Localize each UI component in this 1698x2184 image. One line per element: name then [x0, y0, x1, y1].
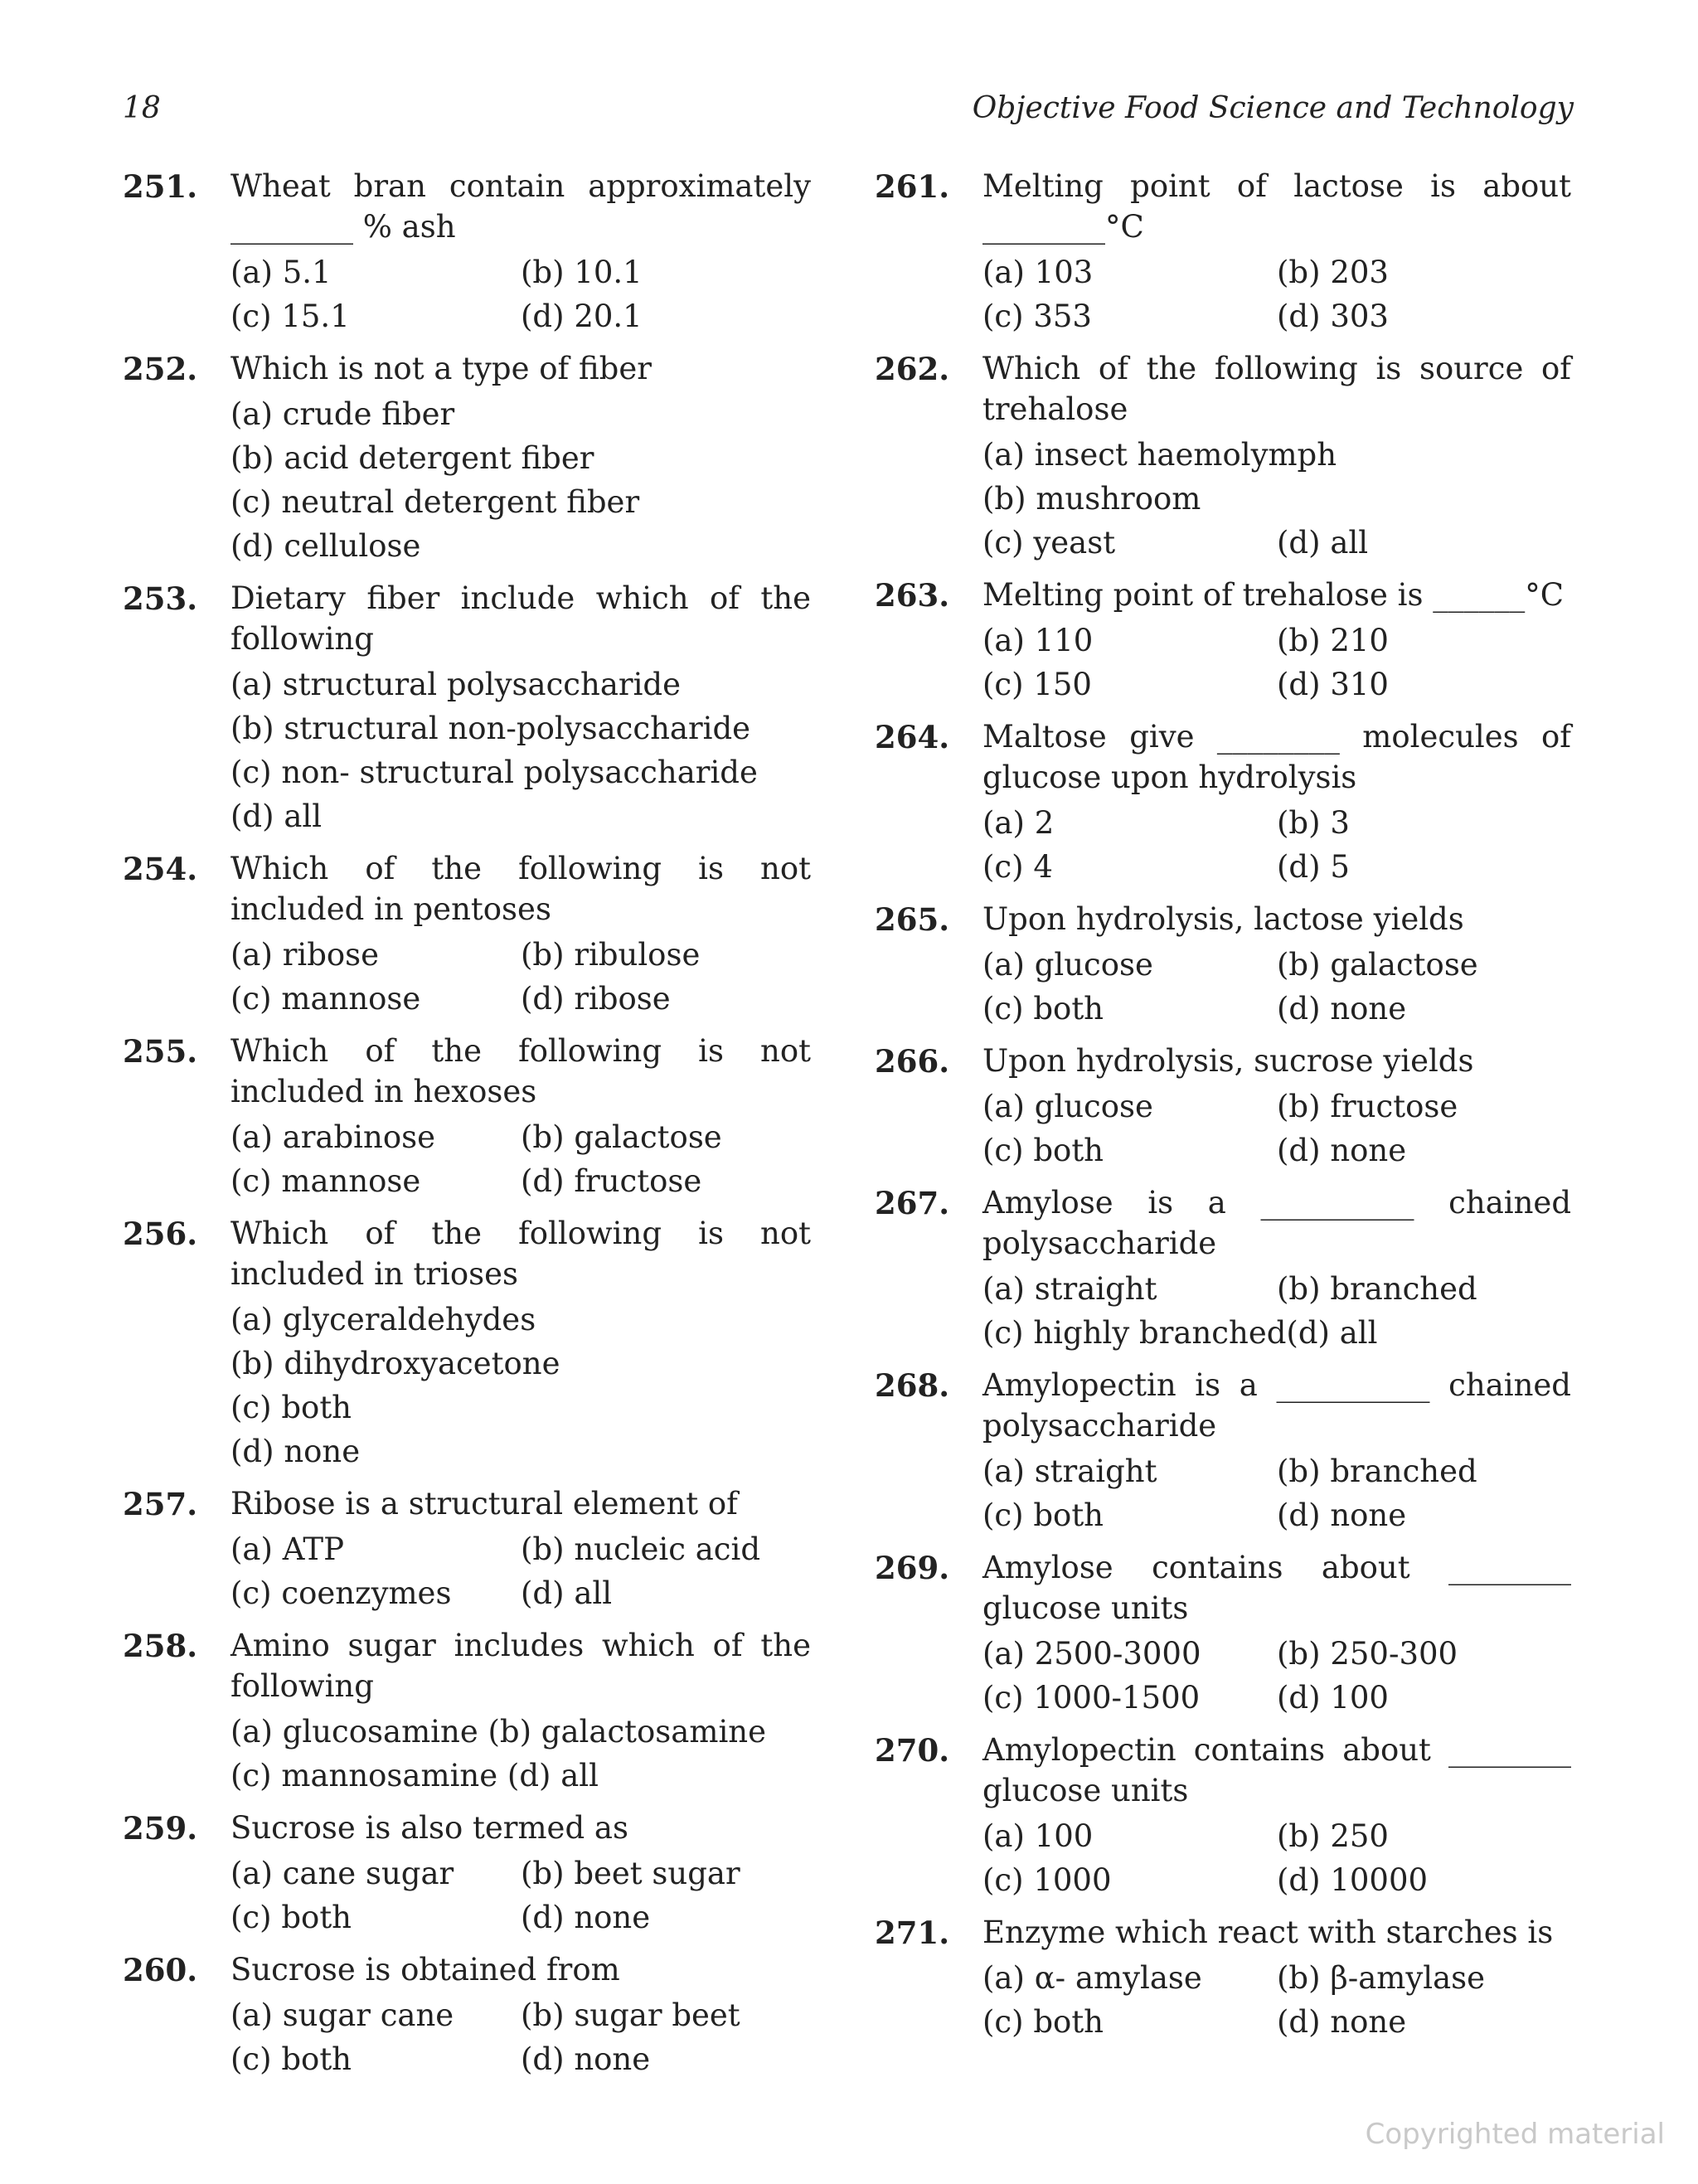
answer-option: (b) acid detergent fiber: [230, 440, 594, 476]
option-row: [982, 845, 1571, 889]
answer-option: (b) branched: [1277, 1454, 1477, 1489]
answer-option: (c) 150: [982, 667, 1092, 702]
options-list: [982, 1956, 1571, 2044]
question-text: Amylopectin contains about ________ glucose units: [982, 1732, 1571, 1808]
answer-option: (d) none: [1277, 1133, 1407, 1168]
answer-option: (a) cane sugar: [230, 1856, 454, 1891]
page-number: 18: [123, 91, 161, 125]
option-row: [982, 1632, 1571, 1676]
question-item: [875, 899, 1571, 1031]
question-item: [875, 1912, 1571, 2044]
question-text: Wheat bran contain approximately ________ % ash: [230, 168, 811, 245]
answer-option: (a) crude fiber: [230, 396, 455, 432]
question-text: Enzyme which react with starches is: [982, 1915, 1554, 1950]
option-row: [230, 250, 811, 294]
answer-option: (c) yeast: [982, 525, 1116, 561]
answer-option: (b) 250: [1277, 1818, 1389, 1854]
question-item: [875, 716, 1571, 889]
option-row: [982, 1311, 1571, 1355]
options-list: [982, 433, 1571, 565]
answer-option: (c) both: [230, 1900, 352, 1935]
options-list: [230, 1710, 811, 1798]
option-row: [230, 1527, 811, 1571]
question-number: 251.: [123, 168, 198, 205]
question-item: [123, 1213, 811, 1473]
question-number: 258.: [123, 1628, 198, 1664]
question-item: [875, 1041, 1571, 1172]
question-item: [123, 578, 811, 838]
option-row: [982, 1858, 1571, 1902]
option-row: [230, 1386, 811, 1429]
question-text: Amylose contains about ________ glucose units: [982, 1550, 1571, 1626]
answer-option: (a) straight: [982, 1454, 1157, 1489]
question-number: 266.: [875, 1043, 950, 1080]
answer-option: (a) glucosamine (b) galactosamine: [230, 1714, 767, 1750]
question-text: Which of the following is not included in hexoses: [230, 1033, 811, 1109]
options-list: [982, 943, 1571, 1031]
question-item: [123, 1031, 811, 1203]
question-item: [875, 575, 1571, 706]
answer-option: (b) 210: [1277, 623, 1389, 658]
options-list: [230, 1993, 811, 2081]
answer-option: (c) both: [982, 1133, 1104, 1168]
question-number: 252.: [123, 351, 198, 387]
answer-option: (d) all: [1277, 525, 1369, 561]
question-text: Dietary fiber include which of the following: [230, 580, 811, 657]
question-text: Which is not a type of fiber: [230, 351, 652, 386]
answer-option: (a) α- amylase: [982, 1960, 1202, 1996]
option-row: [982, 619, 1571, 662]
answer-option: (a) straight: [982, 1271, 1157, 1307]
answer-option: (d) ribose: [521, 981, 671, 1017]
option-row: [230, 1895, 811, 1939]
option-row: [982, 1449, 1571, 1493]
answer-option: (d) 310: [1277, 667, 1389, 702]
option-row: [230, 1429, 811, 1473]
answer-option: (b) structural non-polysaccharide: [230, 711, 751, 746]
question-text: Melting point of lactose is about ________°C: [982, 168, 1571, 245]
answer-option: (b) 203: [1277, 255, 1389, 290]
option-row: [230, 933, 811, 977]
watermark: Copyrighted material: [1365, 2118, 1665, 2151]
options-list: [982, 1449, 1571, 1537]
option-row: [982, 250, 1571, 294]
answer-option: (c) 15.1: [230, 298, 350, 334]
answer-option: (a) glucose: [982, 1089, 1153, 1124]
answer-option: (a) ribose: [230, 937, 380, 973]
answer-option: (a) structural polysaccharide: [230, 667, 682, 702]
answer-option: (b) β-amylase: [1277, 1960, 1486, 1996]
answer-option: (b) nucleic acid: [521, 1531, 761, 1567]
option-row: [982, 521, 1571, 565]
question-text: Upon hydrolysis, lactose yields: [982, 901, 1464, 937]
answer-option: (c) both: [230, 2041, 352, 2077]
answer-option: (d) 10000: [1277, 1862, 1429, 1898]
options-list: [230, 1527, 811, 1615]
answer-option: (b) galactose: [521, 1119, 722, 1155]
option-row: [982, 1128, 1571, 1172]
answer-option: (c) 4: [982, 849, 1053, 885]
options-list: [230, 933, 811, 1021]
answer-option: (a) insect haemolymph: [982, 437, 1337, 473]
answer-option: (c) mannose: [230, 1163, 421, 1199]
option-row: [230, 294, 811, 338]
options-list: [982, 801, 1571, 889]
answer-option: (d) all: [521, 1575, 613, 1611]
option-row: [230, 392, 811, 436]
question-number: 259.: [123, 1810, 198, 1847]
option-row: [230, 2037, 811, 2081]
question-text: Upon hydrolysis, sucrose yields: [982, 1043, 1474, 1079]
answer-option: (c) both: [982, 2004, 1104, 2040]
options-list: [982, 619, 1571, 706]
option-row: [230, 977, 811, 1021]
answer-option: (a) 2: [982, 805, 1055, 841]
answer-option: (c) 1000: [982, 1862, 1112, 1898]
right-column: [875, 166, 1571, 2054]
book-title: Objective Food Science and Technology: [972, 91, 1574, 125]
question-number: 270.: [875, 1732, 950, 1769]
option-row: [230, 662, 811, 706]
question-item: [875, 348, 1571, 565]
page-header: [123, 91, 1574, 133]
option-row: [982, 1085, 1571, 1128]
question-number: 271.: [875, 1915, 950, 1951]
option-row: [230, 1710, 811, 1754]
answer-option: (b) branched: [1277, 1271, 1477, 1307]
question-number: 260.: [123, 1952, 198, 1988]
answer-option: (d) 20.1: [521, 298, 643, 334]
question-text: Amino sugar includes which of the following: [230, 1628, 811, 1704]
answer-option: (b) sugar beet: [521, 1997, 740, 2033]
answer-option: (c) both: [982, 991, 1104, 1026]
answer-option: (d) fructose: [521, 1163, 702, 1199]
option-row: [230, 1159, 811, 1203]
options-list: [230, 1298, 811, 1473]
options-list: [982, 250, 1571, 338]
option-row: [230, 436, 811, 480]
option-row: [230, 706, 811, 750]
question-text: Sucrose is also termed as: [230, 1810, 628, 1846]
answer-option: (d) 100: [1277, 1680, 1389, 1716]
question-item: [123, 1625, 811, 1798]
answer-option: (d) none: [230, 1434, 361, 1469]
answer-option: (c) 1000-1500: [982, 1680, 1201, 1716]
option-row: [982, 1493, 1571, 1537]
options-list: [230, 662, 811, 838]
answer-option: (d) none: [1277, 2004, 1407, 2040]
question-item: [123, 1808, 811, 1939]
option-row: [982, 1814, 1571, 1858]
answer-option: (b) 10.1: [521, 255, 643, 290]
answer-option: (d) none: [521, 1900, 651, 1935]
options-list: [982, 1632, 1571, 1720]
answer-option: (d) cellulose: [230, 528, 421, 564]
answer-option: (a) 100: [982, 1818, 1094, 1854]
question-item: [875, 1547, 1571, 1720]
answer-option: (a) arabinose: [230, 1119, 436, 1155]
option-row: [230, 1298, 811, 1342]
question-item: [875, 1182, 1571, 1355]
option-row: [982, 1267, 1571, 1311]
question-item: [123, 348, 811, 568]
option-row: [982, 801, 1571, 845]
question-number: 253.: [123, 580, 198, 617]
answer-option: (d) none: [1277, 991, 1407, 1026]
answer-option: (c) both: [230, 1390, 352, 1425]
option-row: [230, 1993, 811, 2037]
option-row: [982, 987, 1571, 1031]
option-row: [982, 477, 1571, 521]
question-text: Melting point of trehalose is ______°C: [982, 577, 1565, 613]
answer-option: (d) none: [521, 2041, 651, 2077]
option-row: [982, 433, 1571, 477]
question-item: [875, 1365, 1571, 1537]
answer-option: (c) mannose: [230, 981, 421, 1017]
answer-option: (b) ribulose: [521, 937, 701, 973]
answer-option: (b) galactose: [1277, 947, 1478, 983]
option-row: [982, 943, 1571, 987]
answer-option: (b) fructose: [1277, 1089, 1458, 1124]
answer-option: (b) 250-300: [1277, 1636, 1458, 1672]
question-item: [875, 1730, 1571, 1902]
answer-option: (c) 353: [982, 298, 1092, 334]
options-list: [230, 250, 811, 338]
answer-option: (a) 103: [982, 255, 1094, 290]
question-text: Sucrose is obtained from: [230, 1952, 620, 1987]
answer-option: (d) none: [1277, 1497, 1407, 1533]
answer-option: (a) 110: [982, 623, 1094, 658]
option-row: [230, 1754, 811, 1798]
answer-option: (d) 5: [1277, 849, 1350, 885]
option-row: [982, 662, 1571, 706]
option-row: [230, 794, 811, 838]
options-list: [982, 1814, 1571, 1902]
question-text: Maltose give ________ molecules of glucose upon hydrolysis: [982, 719, 1571, 795]
question-number: 262.: [875, 351, 950, 387]
question-text: Ribose is a structural element of: [230, 1486, 738, 1522]
options-list: [230, 1852, 811, 1939]
option-row: [982, 1956, 1571, 2000]
option-row: [982, 2000, 1571, 2044]
left-column: [123, 166, 811, 2091]
answer-option: (b) mushroom: [982, 481, 1201, 517]
option-row: [230, 1115, 811, 1159]
question-text: Amylopectin is a __________ chained polysaccharide: [982, 1367, 1571, 1444]
question-number: 264.: [875, 719, 950, 755]
answer-option: (c) neutral detergent fiber: [230, 484, 640, 520]
answer-option: (a) ATP: [230, 1531, 344, 1567]
option-row: [230, 750, 811, 794]
question-text: Amylose is a __________ chained polysaccharide: [982, 1185, 1571, 1261]
answer-option: (d) all: [230, 798, 323, 834]
question-text: Which of the following is not included in pentoses: [230, 851, 811, 927]
question-number: 254.: [123, 851, 198, 887]
question-number: 268.: [875, 1367, 950, 1404]
option-row: [230, 480, 811, 524]
question-number: 257.: [123, 1486, 198, 1522]
question-number: 265.: [875, 901, 950, 938]
answer-option: (c) both: [982, 1497, 1104, 1533]
options-list: [230, 392, 811, 568]
options-list: [230, 1115, 811, 1203]
option-row: [982, 1676, 1571, 1720]
answer-option: (c) coenzymes: [230, 1575, 452, 1611]
answer-option: (c) highly branched(d) all: [982, 1315, 1378, 1351]
answer-option: (a) glucose: [982, 947, 1153, 983]
options-list: [982, 1085, 1571, 1172]
option-row: [230, 524, 811, 568]
answer-option: (d) 303: [1277, 298, 1389, 334]
answer-option: (c) non- structural polysaccharide: [230, 755, 758, 790]
question-number: 256.: [123, 1216, 198, 1252]
answer-option: (a) 5.1: [230, 255, 332, 290]
question-text: Which of the following is not included in trioses: [230, 1216, 811, 1292]
answer-option: (b) beet sugar: [521, 1856, 740, 1891]
answer-option: (a) sugar cane: [230, 1997, 454, 2033]
question-item: [123, 1483, 811, 1615]
question-item: [875, 166, 1571, 338]
option-row: [982, 294, 1571, 338]
answer-option: (b) 3: [1277, 805, 1350, 841]
answer-option: (b) dihydroxyacetone: [230, 1346, 560, 1381]
answer-option: (a) 2500-3000: [982, 1636, 1201, 1672]
answer-option: (c) mannosamine (d) all: [230, 1758, 599, 1793]
answer-option: (a) glyceraldehydes: [230, 1302, 536, 1337]
question-text: Which of the following is source of trehalose: [982, 351, 1571, 427]
question-number: 255.: [123, 1033, 198, 1070]
question-number: 269.: [875, 1550, 950, 1586]
question-item: [123, 848, 811, 1021]
question-item: [123, 1949, 811, 2081]
question-item: [123, 166, 811, 338]
options-list: [982, 1267, 1571, 1355]
question-number: 263.: [875, 577, 950, 614]
option-row: [230, 1342, 811, 1386]
question-number: 267.: [875, 1185, 950, 1221]
option-row: [230, 1571, 811, 1615]
option-row: [230, 1852, 811, 1895]
question-number: 261.: [875, 168, 950, 205]
